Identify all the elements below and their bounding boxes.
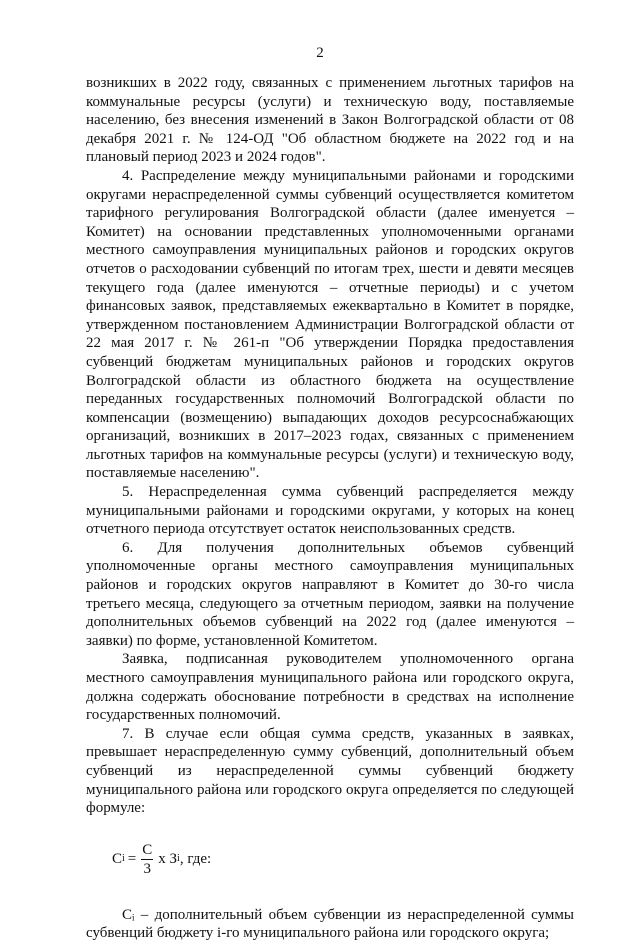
formula-fraction bbox=[141, 842, 153, 877]
formula-equals: = bbox=[127, 851, 137, 868]
paragraph-continuation: возникших в 2022 году, связанных с применением льготных тарифов на коммунальные ресурсы (услуги) и техническую воду, поставляемые населению, без внесения изменений в Закон Волгоградской области от 08 декабря 2021 г. № 124-ОД "Об областном бюджете на 2022 год и на плановый период 2023 и 2024 годов". bbox=[86, 75, 574, 166]
formula-multiplier-sub: i bbox=[177, 853, 180, 865]
formula-multiplier: x З bbox=[158, 851, 178, 868]
paragraph-6: 6. Для получения дополнительных объемов субвенций уполномоченные органы местного самоуправления муниципальных районов и городских округов направляют в Комитет до 30-го числа третьего месяца, следующего за отчетным периодом, заявки на получение дополнительных объемов субвенций на 2022 год (далее именуются – заявки) по форме, установленной Комитетом. bbox=[86, 539, 574, 649]
formula-lhs-sub: i bbox=[122, 853, 125, 865]
formula-denominator: 3 bbox=[143, 861, 152, 878]
formula bbox=[112, 840, 574, 880]
paragraph-6-application: Заявка, подписанная руководителем уполномоченного органа местного самоуправления муниципального района или городского округа, должна содержать обоснование потребности в средствах на исполнение государственных полномочий. bbox=[86, 651, 574, 724]
formula-tail: , где: bbox=[179, 851, 212, 868]
paragraph-7: 7. В случае если общая сумма средств, указанных в заявках, превышает нераспределенную сумму субвенций, дополнительный объем субвенций из нераспределенной суммы субвенций бюджету муниципального района или городского округа определяется по следующей формуле: bbox=[86, 725, 574, 817]
formula-lhs: C bbox=[112, 851, 123, 868]
formula-numerator: C bbox=[142, 842, 153, 859]
page-number: 2 bbox=[316, 45, 324, 61]
paragraph-5: 5. Нераспределенная сумма субвенций распределяется между муниципальными районами и городскими округами, у которых на конец отчетного периода отсутствует остаток неиспользованных средств. bbox=[86, 484, 574, 538]
paragraph-4: 4. Распределение между муниципальными районами и городскими округами нераспределенной суммы субвенций осуществляется комитетом тарифного регулирования Волгоградской области (далее именуется – Комитет) на основании представленных уполномоченными органами местного самоуправления муниципальных районов и городских округов отчетов о расходовании субвенций по итогам трех, шести и девяти месяцев текущего года (далее именуются – отчетные периоды) и с учетом финансовых заявок, представляемых ежеквартально в Комитет в порядке, утвержденном постановлением Администрации Волгоградской области от 22 мая 2017 г. № 261-п "Об утверждении Порядка предоставления субвенций бюджетам муниципальных районов и городских округов Волгоградской области из областного бюджета на осуществление переданных государственных полномочий Волгоградской области по компенсации (возмещению) выпадающих доходов ресурсоснабжающих организаций, возникших в 2017–2023 годах, связанных с применением льготных тарифов на коммунальные ресурсы (услуги) и техническую воду, поставляемые населению". bbox=[86, 167, 574, 482]
document-body bbox=[86, 74, 574, 943]
paragraph-definition-ci: Cᵢ – дополнительный объем субвенции из нераспределенной суммы субвенций бюджету i-го муниципального района или городского округа; bbox=[86, 906, 574, 942]
